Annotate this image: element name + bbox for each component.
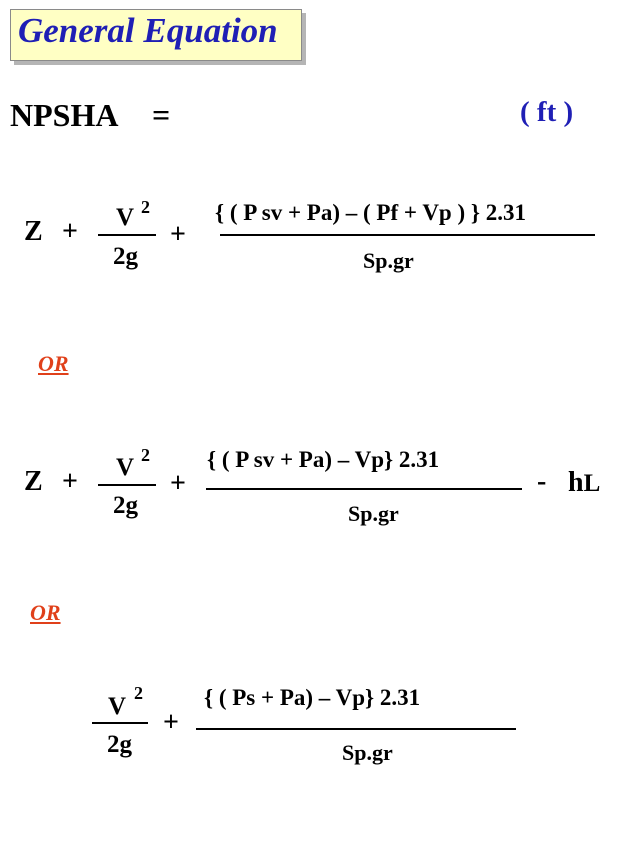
- plus-sign: +: [170, 468, 186, 499]
- equals-sign: =: [152, 97, 171, 133]
- head-loss-h: h: [568, 467, 584, 498]
- or-separator-1: OR: [38, 351, 69, 376]
- z-term: Z: [24, 466, 43, 497]
- head-loss-subscript: L: [583, 470, 601, 497]
- z-term: Z: [24, 216, 43, 247]
- fraction-bar-pressure: [206, 488, 522, 490]
- plus-sign: +: [62, 216, 78, 247]
- pressure-numerator: { ( P sv + Pa) – ( Pf + Vp ) } 2.31: [215, 200, 526, 225]
- velocity-exponent: 2: [141, 197, 150, 217]
- specific-gravity-denominator: Sp.gr: [348, 501, 399, 526]
- fraction-bar-pressure: [196, 728, 516, 730]
- plus-sign: +: [163, 707, 179, 738]
- gravity-term: 2g: [113, 243, 138, 270]
- velocity-term: V: [116, 454, 135, 481]
- fraction-bar-velocity: [98, 234, 156, 236]
- minus-sign: -: [537, 466, 547, 497]
- velocity-exponent: 2: [141, 445, 150, 465]
- velocity-term: V: [116, 204, 135, 231]
- fraction-bar-pressure: [220, 234, 595, 236]
- fraction-bar-velocity: [92, 722, 148, 724]
- plus-sign: +: [170, 219, 186, 250]
- fraction-bar-velocity: [98, 484, 156, 486]
- velocity-exponent: 2: [134, 683, 143, 703]
- slide-title: General Equation: [18, 11, 278, 50]
- gravity-term: 2g: [107, 731, 132, 758]
- pressure-numerator: { ( P sv + Pa) – Vp} 2.31: [207, 447, 440, 472]
- velocity-term: V: [108, 693, 127, 720]
- or-separator-2: OR: [30, 600, 61, 625]
- specific-gravity-denominator: Sp.gr: [342, 740, 393, 765]
- head-loss-term: [568, 469, 600, 497]
- unit-label: ( ft ): [520, 96, 574, 128]
- npsha-label: NPSHA: [10, 97, 119, 133]
- plus-sign: +: [62, 466, 78, 497]
- gravity-term: 2g: [113, 492, 138, 519]
- specific-gravity-denominator: Sp.gr: [363, 248, 414, 273]
- pressure-numerator: { ( Ps + Pa) – Vp} 2.31: [204, 685, 421, 710]
